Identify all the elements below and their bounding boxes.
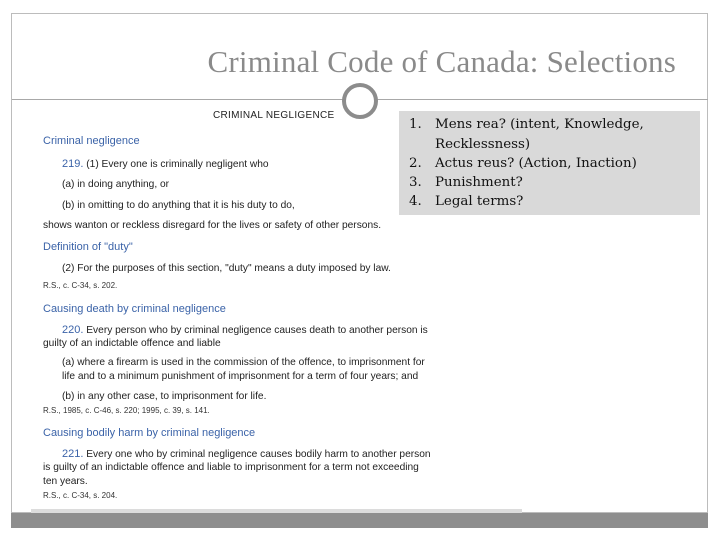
slide-footer-band (11, 513, 708, 528)
section-number-220: 220. (62, 324, 84, 336)
section-220-line-2: guilty of an indictable offence and liable (43, 338, 221, 349)
section-219-2-line: (2) For the purposes of this section, "duty" means a duty imposed by law. (62, 263, 391, 274)
question-item-3: 3. Punishment? (409, 175, 523, 190)
question-item-4: 4. Legal terms? (409, 194, 524, 209)
ring-ornament-icon (342, 83, 378, 119)
section-219-line-1: 219. (1) Every one is criminally negligent who (62, 158, 269, 170)
slide-title: Criminal Code of Canada: Selections (207, 44, 676, 79)
section-220-line-4: life and to a minimum punishment of imprisonment for a term of four years; and (62, 371, 419, 382)
section-221-line-3: ten years. (43, 476, 88, 487)
excerpt-header: CRIMINAL NEGLIGENCE (213, 110, 335, 121)
section-221-line-2: is guilty of an indictable offence and liable to imprisonment for a term not exceeding (43, 462, 419, 473)
history-ref-221: R.S., c. C-34, s. 204. (43, 491, 118, 500)
heading-criminal-negligence: Criminal negligence (43, 135, 140, 147)
history-ref-219: R.S., c. C-34, s. 202. (43, 281, 118, 290)
section-number-219: 219. (62, 158, 84, 170)
question-item-1-continued: Recklessness) (435, 137, 531, 152)
heading-causing-bodily-harm: Causing bodily harm by criminal negligence (43, 427, 256, 439)
section-220-line-3: (a) where a firearm is used in the commission of the offence, to imprisonment for (62, 357, 425, 368)
history-ref-220: R.S., 1985, c. C-46, s. 220; 1995, c. 39, s. 141. (43, 406, 210, 415)
section-221-line-1: 221. Every one who by criminal negligence causes bodily harm to another person (62, 448, 431, 460)
section-220-line-1: 220. Every person who by criminal negligence causes death to another person is (62, 324, 428, 336)
heading-causing-death: Causing death by criminal negligence (43, 303, 226, 315)
section-219-line-3: (b) in omitting to do anything that it is his duty to do, (62, 200, 295, 211)
section-219-line-2: (a) in doing anything, or (62, 179, 170, 190)
section-number-221: 221. (62, 448, 84, 460)
question-item-2: 2. Actus reus? (Action, Inaction) (409, 156, 637, 171)
section-219-line-4: shows wanton or reckless disregard for the lives or safety of other persons. (43, 220, 382, 231)
section-220-line-5: (b) in any other case, to imprisonment for life. (62, 391, 267, 402)
question-item-1: 1. Mens rea? (intent, Knowledge, (409, 117, 644, 132)
questions-callout (399, 111, 700, 215)
heading-definition-duty: Definition of "duty" (43, 241, 133, 253)
